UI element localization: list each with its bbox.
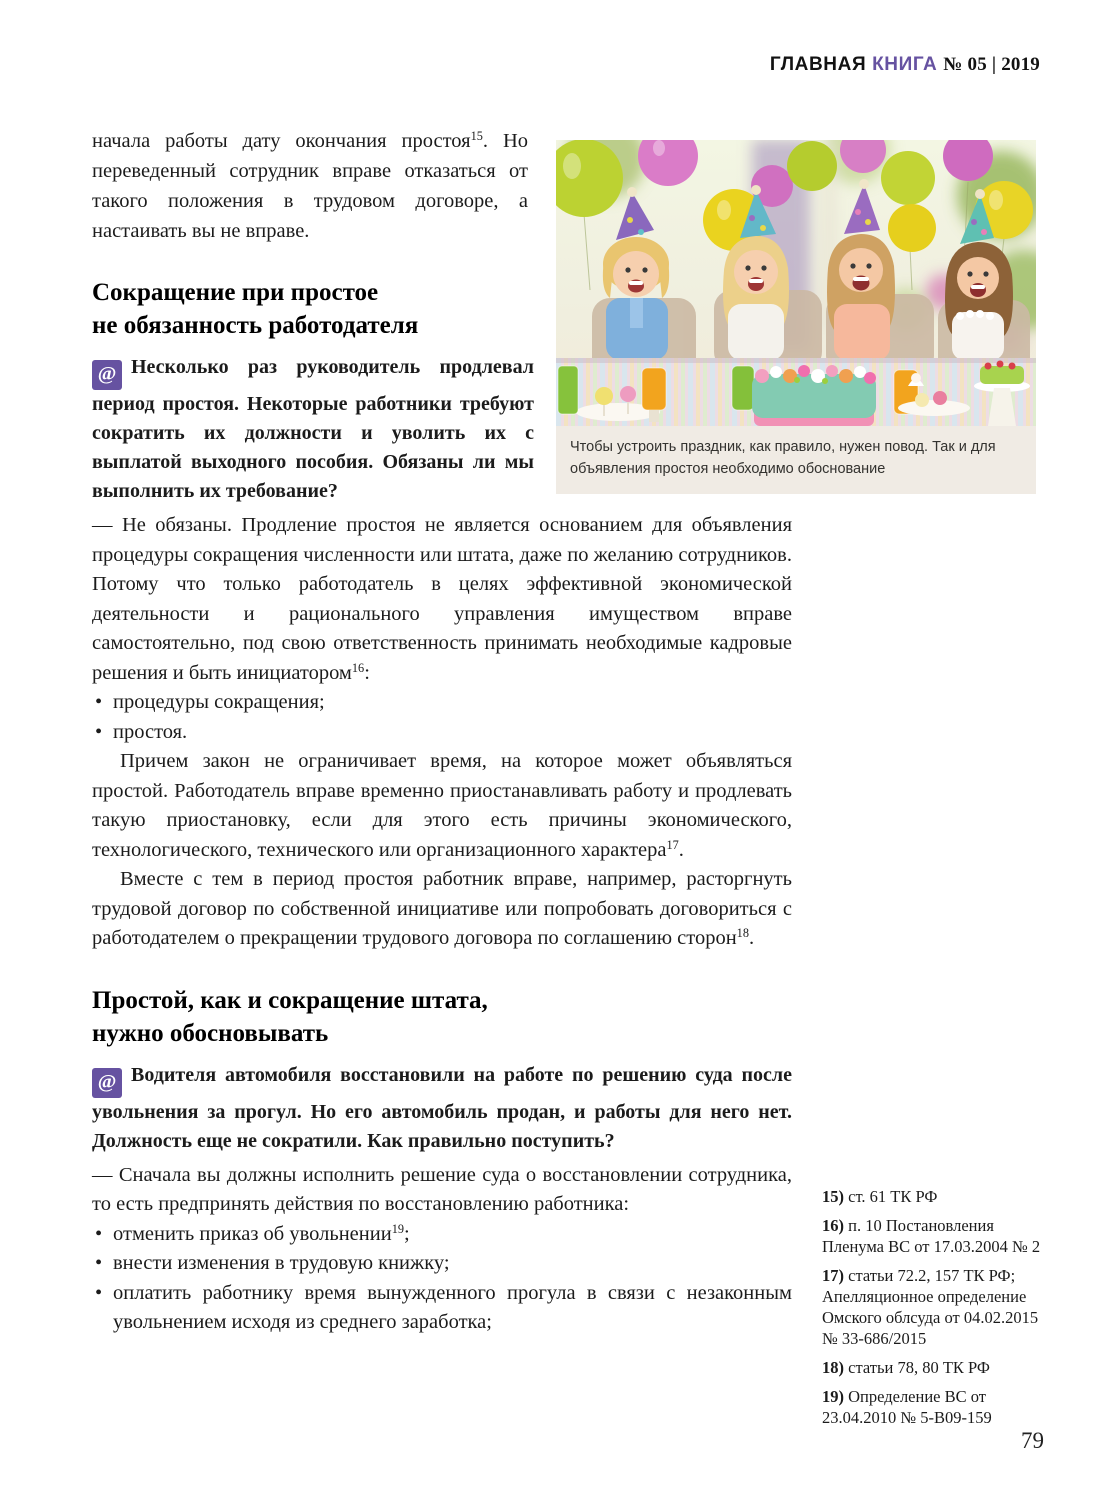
footnote-number: 17) — [822, 1266, 844, 1285]
section1-heading-line1: Сокращение при простое — [92, 279, 379, 306]
footnote-item — [822, 1265, 1054, 1349]
lead-paragraph — [92, 126, 528, 246]
paragraph-3-text: Вместе с тем в период простоя работник вправе, например, расторгнуть трудовой договор по собственной инициативе или попробовать договориться с работодателем о прекращении трудового договора по соглашению сторон — [92, 868, 792, 949]
section2-heading-line2: нужно обосновывать — [92, 1019, 329, 1047]
footnote-text: п. 10 Постановления Пленума ВС от 17.03.2004 № 2 — [822, 1216, 1041, 1256]
magazine-header — [0, 54, 1040, 76]
issue-number: № 05 | 2019 — [943, 54, 1040, 75]
bullet-text: оплатить работнику время вынужденного прогула в связи с незаконным увольнением исходя из среднего заработка; — [113, 1281, 792, 1333]
bullet-text-cont: ; — [403, 1222, 410, 1245]
footnote-ref-18: 18 — [736, 926, 749, 940]
footnote-ref-16: 16 — [351, 660, 365, 675]
footnote-ref-17: 17 — [666, 837, 679, 852]
footnote-ref-15: 15 — [470, 129, 483, 143]
paragraph-3-text-cont: . — [748, 927, 755, 949]
footnote-item — [822, 1357, 1054, 1378]
question1-text: Несколько раз руководитель продлевал период простоя. Некоторые работники требуют сократить их должности и уволить их с выплатой выходного пособия. Обязаны ли мы выполнить их требование? — [92, 356, 534, 502]
section1-heading-line2: не обязанность работодателя — [92, 312, 419, 339]
footnote-item — [822, 1186, 1054, 1207]
paragraph-2-text-cont: . — [678, 838, 684, 861]
answer1-text-cont: : — [364, 661, 370, 684]
footnote-number: 16) — [822, 1216, 844, 1235]
lead-text-cont: . Но переведенный сотрудник вправе отказаться от такого положения в трудовом договоре, а настаивать вы не вправе. — [92, 130, 528, 242]
question2-text: Водителя автомобиля восстановили на работе по решению суда после увольнения за прогул. Но его автомобиль продан, и работы для него нет. Должность еще не сократили. Как правильно поступить? — [92, 1063, 792, 1152]
footnote-number: 18) — [822, 1358, 844, 1377]
answer2-paragraph: — Сначала вы должны исполнить решение суда о восстановлении сотрудника, то есть предпринять действия по восстановлению работника: — [92, 1163, 792, 1215]
brand-name-black: ГЛАВНАЯ — [769, 54, 867, 75]
bullet-item: • простоя. — [92, 718, 792, 748]
footnotes-panel — [822, 1186, 1054, 1436]
section2-heading-line1: Простой, как и сокращение штата, — [92, 986, 488, 1014]
bullet-text: внести изменения в трудовую книжку; — [113, 1252, 450, 1274]
paragraph-3 — [92, 865, 792, 954]
footnote-item — [822, 1215, 1054, 1257]
paragraph-2-text: Причем закон не ограничивает время, на которое может объявляться простой. Работодатель вправе временно приостанавливать работу и продлевать такую приостановку, если для этого есть причины экономического, технологического, технического или организационного характера — [92, 750, 792, 861]
footnote-number: 19) — [822, 1387, 844, 1406]
bullet-item — [92, 1220, 792, 1250]
bullet-item — [92, 1279, 792, 1338]
bullet-list-2 — [92, 1220, 792, 1338]
footnote-number: 15) — [822, 1187, 844, 1206]
article-body — [92, 126, 792, 1338]
bullet-item: • процедуры сокращения; — [92, 688, 792, 718]
question1 — [92, 353, 534, 506]
footnote-text: статьи 72.2, 157 ТК РФ; Апелляционное определение Омского облсуда от 04.02.2015 № 33-686/2015 — [822, 1266, 1039, 1348]
bullet-text: отменить приказ об увольнении — [113, 1222, 392, 1245]
brand-name-purple: КНИГА — [872, 54, 938, 75]
bullet-item — [92, 1249, 792, 1279]
answer1-paragraph — [92, 511, 792, 688]
at-icon: @ — [92, 1068, 122, 1098]
photo-caption: Чтобы устроить праздник, как правило, нужен повод. Так и для объявления простоя необходимо обоснование — [556, 426, 1036, 494]
section2-heading — [92, 984, 792, 1050]
footnote-text: ст. 61 ТК РФ — [848, 1187, 938, 1206]
section1-heading — [92, 276, 792, 342]
footnote-text: Определение ВС от 23.04.2010 № 5-В09-159 — [822, 1387, 992, 1427]
answer1-text: — Не обязаны. Продление простоя не является основанием для объявления процедуры сокращения численности или штата, даже по желанию сотрудников. Потому что только работодатель в целях эффективной экономической деятельности и рационального управления имуществом вправе самостоятельно, под свою ответственность принимать необходимые кадровые решения и быть инициатором — [92, 514, 792, 684]
at-icon: @ — [92, 360, 122, 390]
page-number: 79 — [1021, 1428, 1044, 1453]
lead-text: начала работы дату окончания простоя — [92, 130, 471, 152]
footnote-text: статьи 78, 80 ТК РФ — [848, 1358, 990, 1377]
footnote-item — [822, 1386, 1054, 1428]
question2 — [92, 1061, 792, 1156]
footnote-ref-19: 19 — [391, 1221, 404, 1236]
paragraph-2 — [92, 747, 792, 865]
bullet-list-1 — [92, 688, 792, 747]
